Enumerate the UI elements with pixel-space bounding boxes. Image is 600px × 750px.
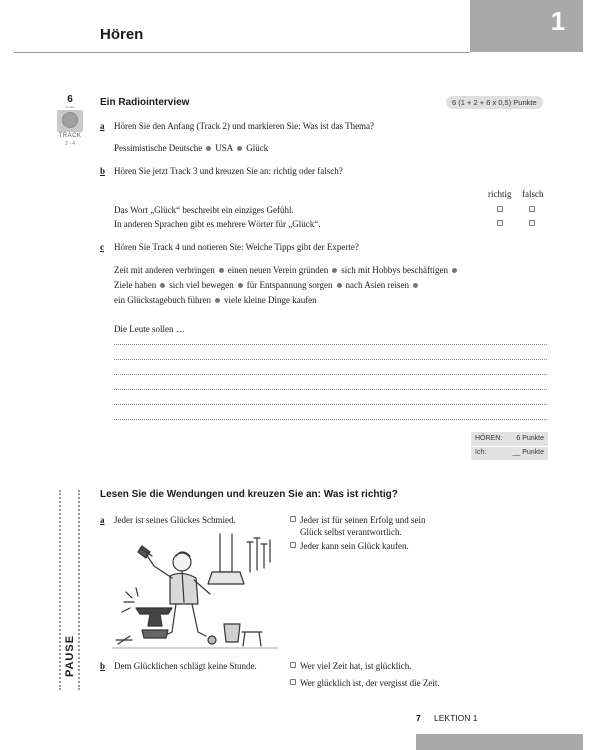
option-glueck[interactable]: Glück	[246, 143, 269, 153]
score-label-hoeren: HÖREN:	[475, 435, 503, 442]
task-letter-b: b	[100, 166, 106, 176]
track-badge-number: 6	[67, 94, 73, 105]
score-row-ich	[475, 447, 544, 459]
header-divider	[14, 52, 470, 53]
checkbox-statement-2-richtig[interactable]	[497, 220, 503, 226]
bullet-icon	[413, 283, 418, 288]
footer-bar	[416, 734, 583, 750]
task-letter-c: c	[100, 242, 104, 252]
idiom-b-option-2: Wer glücklich ist, der vergisst die Zeit.	[300, 678, 440, 688]
tip-option: Ziele haben	[114, 280, 157, 290]
tip-option: sich mit Hobbys beschäftigen	[341, 265, 448, 275]
track-label: TRACK	[58, 133, 82, 139]
idiom-b-option-1: Wer viel Zeit hat, ist glücklich.	[300, 661, 412, 671]
bullet-icon	[206, 146, 211, 151]
bullet-icon	[452, 268, 457, 273]
tips-line-2	[114, 280, 422, 290]
checkbox-statement-1-richtig[interactable]	[497, 206, 503, 212]
pause-border-left	[59, 490, 61, 690]
statement-2: In anderen Sprachen gibt es mehrere Wörter für „Glück“.	[114, 219, 321, 229]
option-usa[interactable]: USA	[215, 143, 234, 153]
bullet-icon	[160, 283, 165, 288]
task-b-question: Hören Sie jetzt Track 3 und kreuzen Sie an: richtig oder falsch?	[114, 166, 343, 176]
cd-icon	[62, 112, 78, 128]
task-c-question: Hören Sie Track 4 und notieren Sie: Welche Tipps gibt der Experte?	[114, 242, 359, 252]
idiom-b: Dem Glücklichen schlägt keine Stunde.	[114, 661, 257, 671]
section-title-wendungen: Lesen Sie die Wendungen und kreuzen Sie an: Was ist richtig?	[100, 489, 398, 500]
answer-line-3[interactable]	[114, 374, 547, 375]
checkbox-statement-1-falsch[interactable]	[529, 206, 535, 212]
blacksmith-illustration	[112, 532, 278, 652]
lesson-label: LEKTION 1	[434, 713, 478, 723]
page-number: 7	[416, 713, 421, 723]
score-value-hoeren: 6 Punkte	[516, 435, 544, 442]
task-a-options	[114, 143, 268, 153]
task-letter-a: a	[100, 515, 105, 525]
answer-line-1[interactable]	[114, 344, 547, 345]
task-letter-b: b	[100, 661, 106, 671]
track-badge-tiny: Punkte	[65, 105, 75, 109]
points-badge: 6 (1 + 2 + 6 x 0,5) Punkte	[446, 96, 543, 109]
column-header-falsch: falsch	[522, 189, 544, 199]
tip-option: einen neuen Verein gründen	[227, 265, 329, 275]
checkbox-statement-2-falsch[interactable]	[529, 220, 535, 226]
checkbox-idiom-a-option-1[interactable]	[290, 516, 296, 522]
idiom-a: Jeder ist seines Glückes Schmied.	[114, 515, 236, 525]
answer-line-6[interactable]	[114, 419, 547, 420]
bullet-icon	[337, 283, 342, 288]
score-box	[471, 432, 548, 460]
tips-line-1	[114, 265, 461, 275]
tips-line-3	[114, 295, 317, 305]
score-row-hoeren	[475, 433, 544, 445]
statement-1: Das Wort „Glück“ beschreibt ein einziges Gefühl.	[114, 205, 294, 215]
answer-line-5[interactable]	[114, 404, 547, 405]
task-letter-a: a	[100, 121, 105, 131]
pause-label: PAUSE	[64, 634, 76, 678]
idiom-a-option-1-line-1: Jeder ist für seinen Erfolg und sein	[300, 515, 426, 525]
column-header-richtig: richtig	[488, 189, 512, 199]
chapter-number: 1	[550, 6, 566, 36]
tip-option: Zeit mit anderen verbringen	[114, 265, 215, 275]
checkbox-idiom-b-option-2[interactable]	[290, 679, 296, 685]
tip-option: für Entspannung sorgen	[246, 280, 333, 290]
bullet-icon	[238, 283, 243, 288]
idiom-a-option-2: Jeder kann sein Glück kaufen.	[300, 541, 409, 551]
bullet-icon	[219, 268, 224, 273]
option-pessimistische-deutsche[interactable]: Pessimistische Deutsche	[114, 143, 203, 153]
answer-line-4[interactable]	[114, 389, 547, 390]
track-range: 2 - 4	[64, 141, 75, 147]
bullet-icon	[215, 298, 220, 303]
bullet-icon	[237, 146, 242, 151]
pause-border-right	[78, 490, 80, 690]
tip-option: viele kleine Dinge kaufen	[223, 295, 317, 305]
tip-option: ein Glückstagebuch führen	[114, 295, 211, 305]
checkbox-idiom-b-option-1[interactable]	[290, 662, 296, 668]
bullet-icon	[332, 268, 337, 273]
tip-option: sich viel bewegen	[169, 280, 234, 290]
checkbox-idiom-a-option-2[interactable]	[290, 542, 296, 548]
answer-line-2[interactable]	[114, 359, 547, 360]
task-a-question: Hören Sie den Anfang (Track 2) und markieren Sie: Was ist das Thema?	[114, 121, 375, 131]
answer-prompt: Die Leute sollen …	[114, 324, 185, 334]
page-title: Hören	[100, 26, 144, 43]
section-title-radiointerview: Ein Radiointerview	[100, 97, 190, 108]
idiom-a-option-1-line-2: Glück selbst verantwortlich.	[300, 527, 402, 537]
score-value-ich[interactable]: __ Punkte	[512, 449, 544, 456]
tip-option: nach Asien reisen	[345, 280, 410, 290]
score-label-ich: Ich:	[475, 449, 487, 456]
